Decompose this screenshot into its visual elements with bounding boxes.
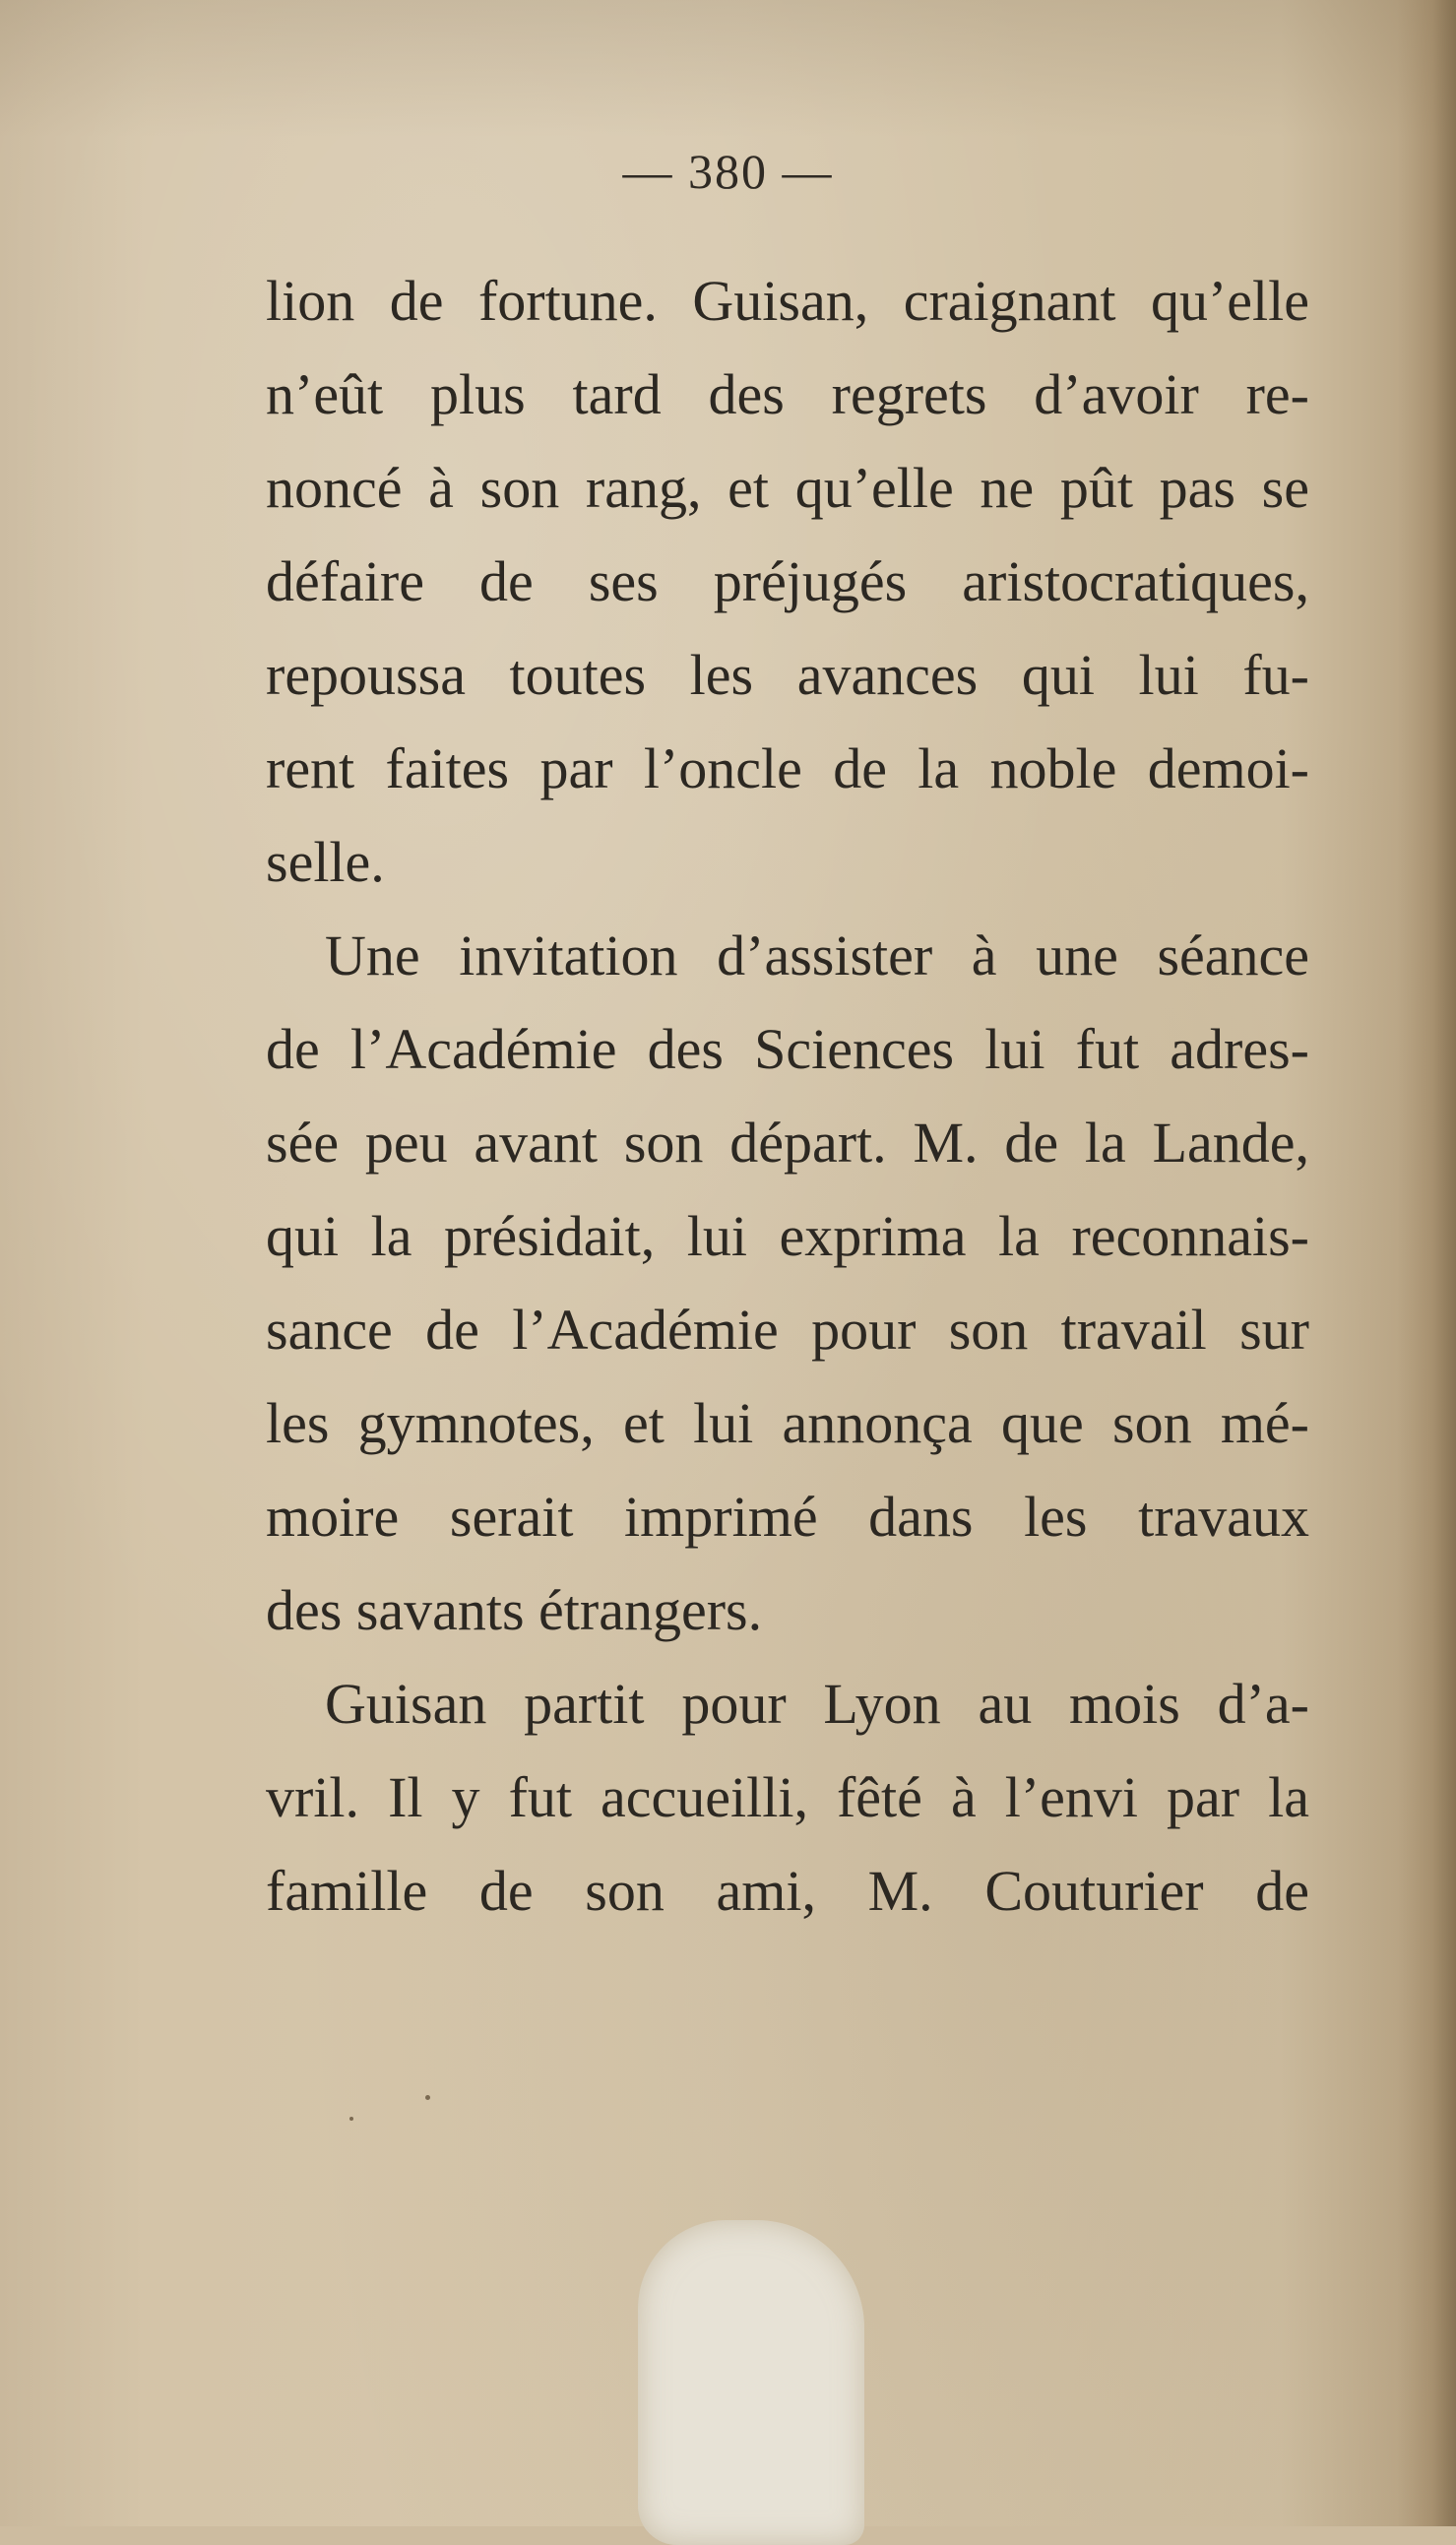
text-line: lion de fortune. Guisan, craignant qu’elle <box>266 269 1309 333</box>
text-line-paragraph-start: Une invitation d’assister à une séance <box>325 923 1309 987</box>
text-line: de l’Académie des Sciences lui fut adres- <box>266 1017 1309 1081</box>
text-line: sance de l’Académie pour son travail sur <box>266 1298 1309 1362</box>
text-line: sée peu avant son départ. M. de la Lande, <box>266 1111 1309 1175</box>
paper-stain <box>0 0 1456 138</box>
text-line: qui la présidait, lui exprima la reconnais- <box>266 1204 1309 1268</box>
text-line-paragraph-start: Guisan partit pour Lyon au mois d’a- <box>325 1672 1309 1736</box>
text-line: repoussa toutes les avances qui lui fu- <box>266 643 1309 707</box>
text-line: rent faites par l’oncle de la noble demoi- <box>266 736 1309 800</box>
paper-damage-patch <box>638 2220 864 2545</box>
page-number: — 380 — <box>622 144 834 199</box>
text-line-paragraph-end: des savants étrangers. <box>266 1578 763 1642</box>
text-line: défaire de ses préjugés aristocratiques, <box>266 549 1309 613</box>
text-line: noncé à son rang, et qu’elle ne pût pas se <box>266 456 1309 520</box>
text-line: famille de son ami, M. Couturier de <box>266 1859 1309 1923</box>
ink-speck <box>425 2095 430 2100</box>
text-line-paragraph-end: selle. <box>266 830 385 894</box>
text-line: n’eût plus tard des regrets d’avoir re- <box>266 362 1309 426</box>
text-line: moire serait imprimé dans les travaux <box>266 1485 1309 1549</box>
text-line: les gymnotes, et lui annonça que son mé- <box>266 1391 1309 1455</box>
body-text <box>266 254 1309 1938</box>
page-edge-shadow <box>1397 0 1456 2526</box>
ink-speck <box>349 2117 353 2121</box>
text-line: vril. Il y fut accueilli, fêté à l’envi par la <box>266 1765 1309 1829</box>
